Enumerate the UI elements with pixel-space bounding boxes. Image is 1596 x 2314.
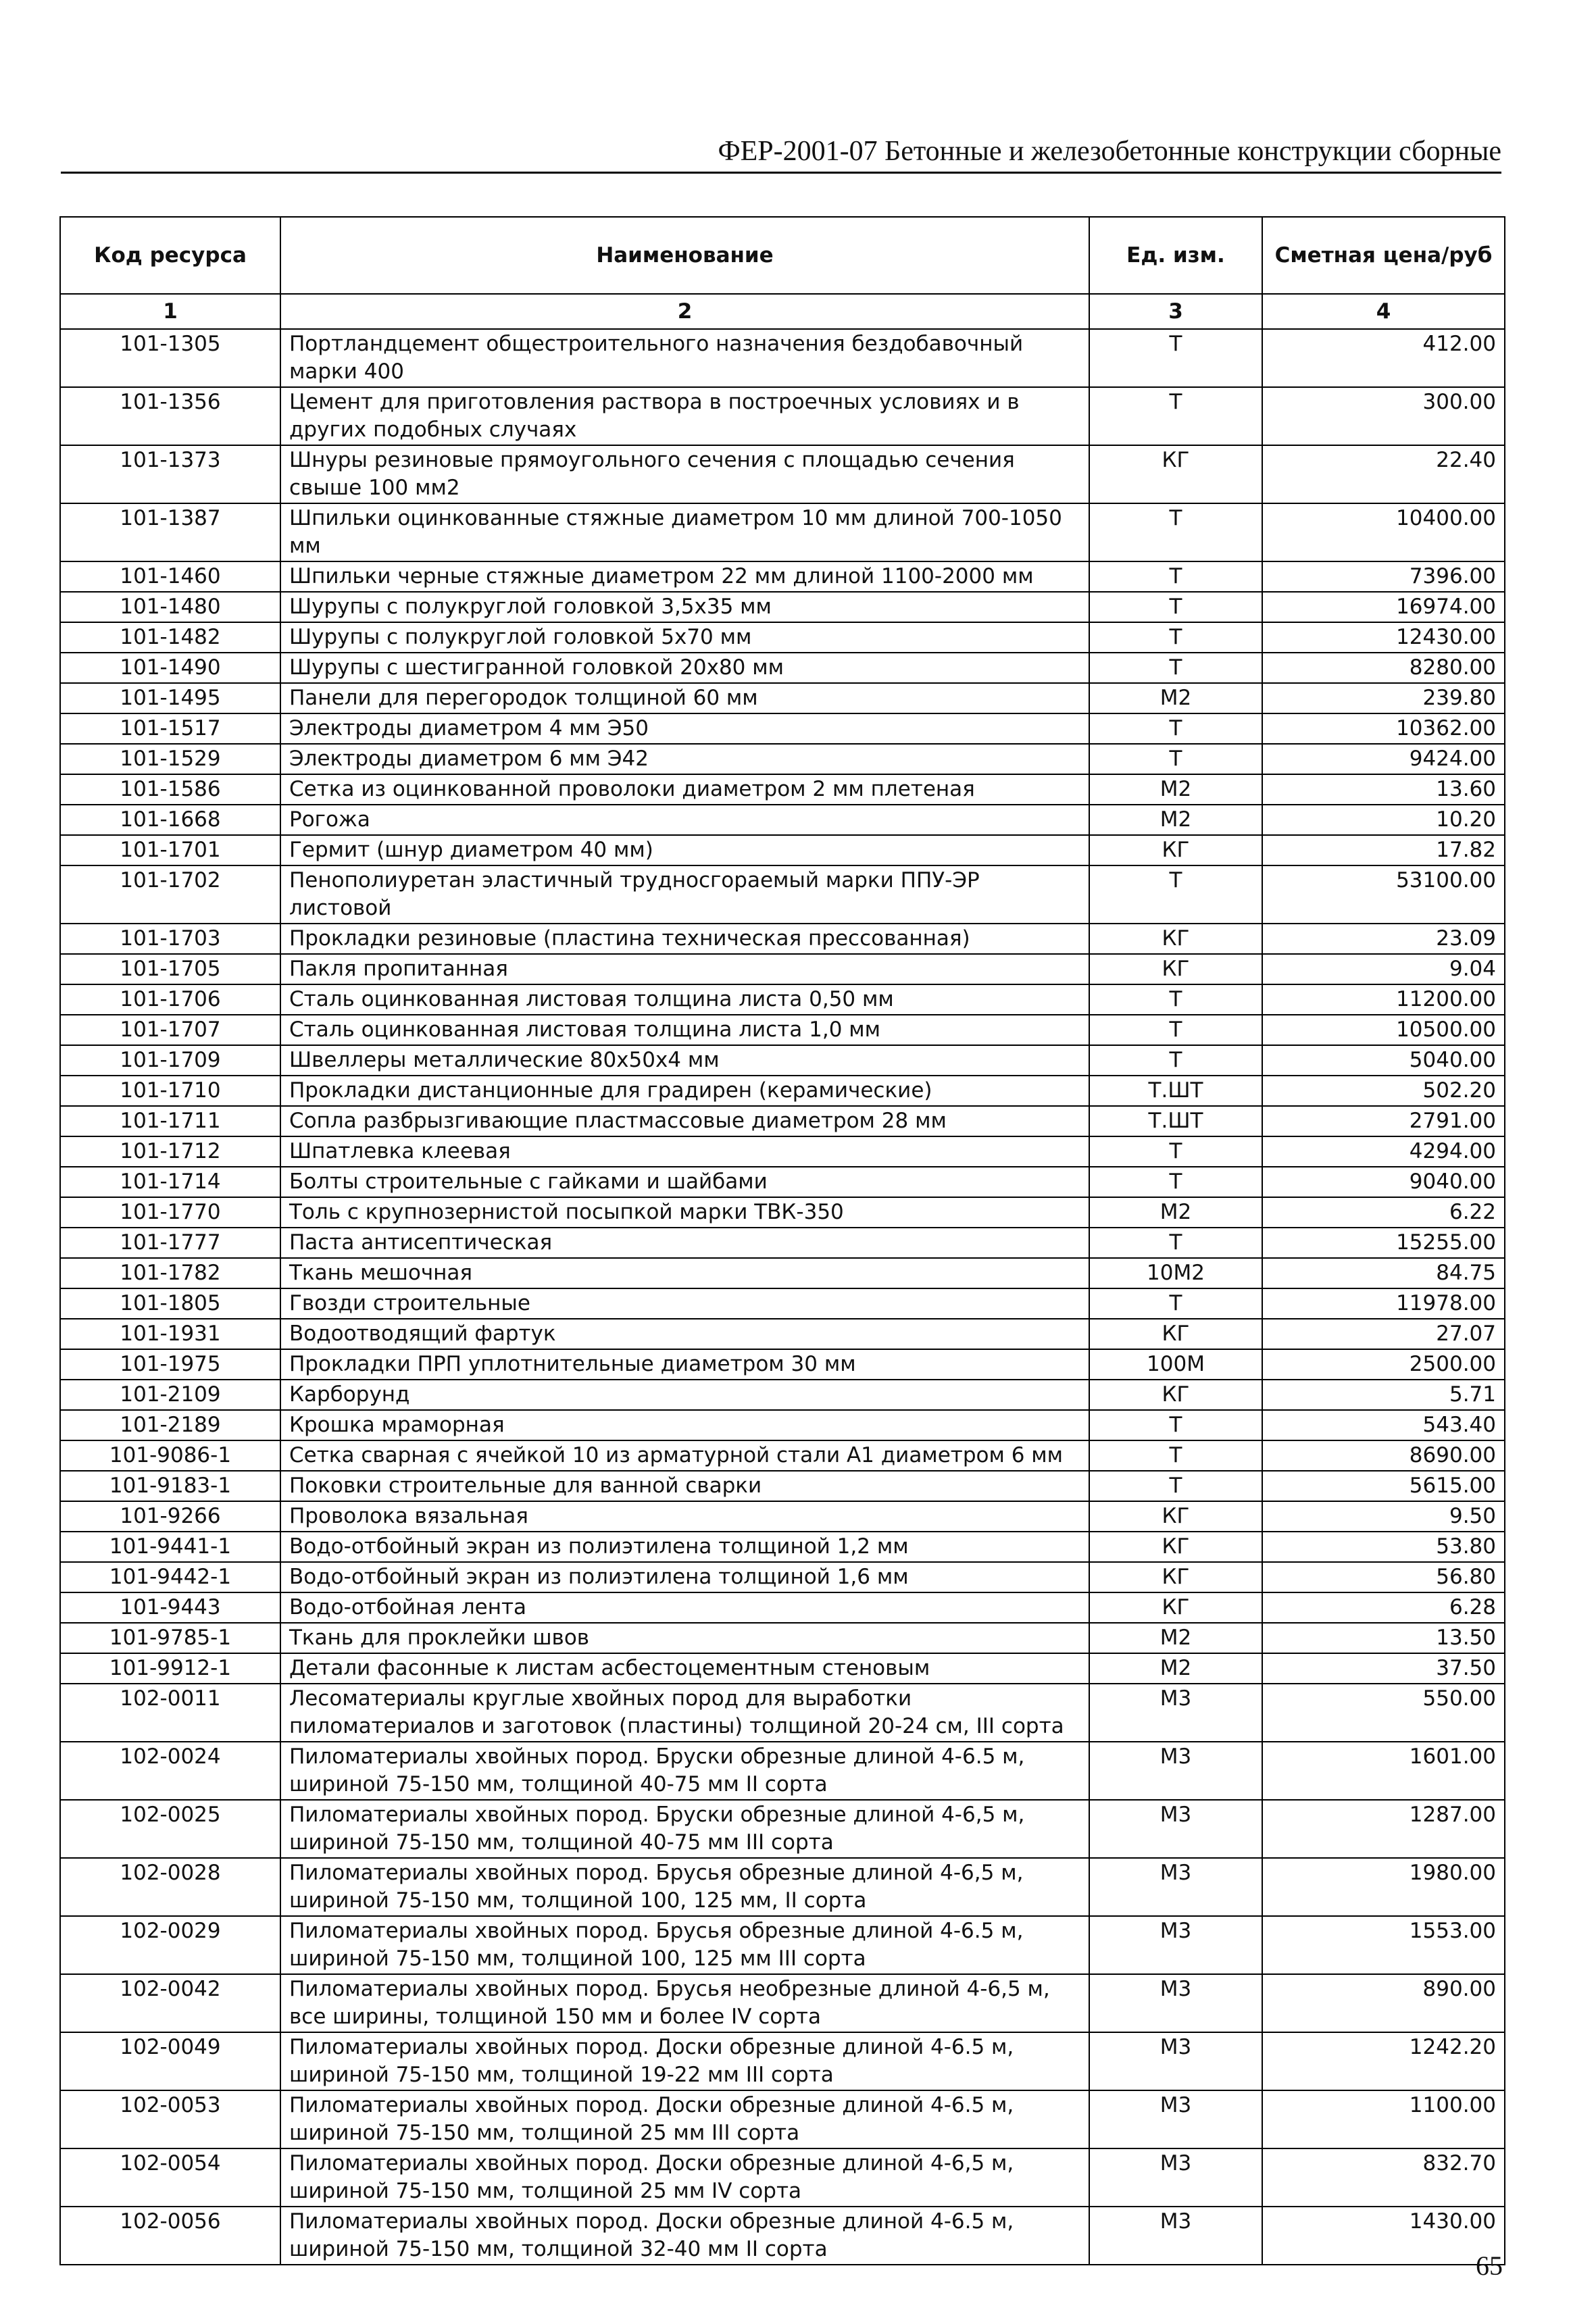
resource-code: 101-1482 [60, 622, 280, 653]
estimated-price: 11200.00 [1262, 984, 1505, 1015]
unit-of-measure: Т [1089, 1471, 1262, 1501]
table-row [60, 1288, 1505, 1319]
unit-of-measure: Т [1089, 1288, 1262, 1319]
resource-code: 102-0049 [60, 2032, 280, 2090]
table-row [60, 1742, 1505, 1800]
estimated-price: 5615.00 [1262, 1471, 1505, 1501]
unit-of-measure: М2 [1089, 1623, 1262, 1653]
column-number: 1 [60, 294, 280, 329]
unit-of-measure: Т [1089, 1410, 1262, 1440]
resource-name: Водо-отбойная лента [280, 1592, 1089, 1623]
resource-code: 101-1705 [60, 954, 280, 984]
resource-code: 102-0054 [60, 2148, 280, 2207]
table-row [60, 2032, 1505, 2090]
resource-code: 102-0056 [60, 2207, 280, 2265]
unit-of-measure: Т [1089, 653, 1262, 683]
resource-name: Сталь оцинкованная листовая толщина листа 1,0 мм [280, 1015, 1089, 1045]
estimated-price: 16974.00 [1262, 592, 1505, 622]
estimated-price: 84.75 [1262, 1258, 1505, 1288]
table-row [60, 1440, 1505, 1471]
unit-of-measure: КГ [1089, 924, 1262, 954]
resource-code: 101-1710 [60, 1076, 280, 1106]
resource-code: 101-1586 [60, 774, 280, 805]
column-number: 2 [280, 294, 1089, 329]
estimated-price: 1287.00 [1262, 1800, 1505, 1858]
unit-of-measure: М3 [1089, 1800, 1262, 1858]
unit-of-measure: 10М2 [1089, 1258, 1262, 1288]
table-row [60, 1800, 1505, 1858]
resource-code: 101-9266 [60, 1501, 280, 1532]
table-row [60, 329, 1505, 387]
table-row [60, 1532, 1505, 1562]
estimated-price: 10.20 [1262, 805, 1505, 835]
unit-of-measure: М3 [1089, 1858, 1262, 1916]
table-row [60, 805, 1505, 835]
resource-name: Пиломатериалы хвойных пород. Бруски обрезные длиной 4-6.5 м, шириной 75-150 мм, толщиной 40-75 мм II сорта [280, 1742, 1089, 1800]
table-row [60, 2207, 1505, 2265]
estimated-price: 7396.00 [1262, 561, 1505, 592]
table-row [60, 1471, 1505, 1501]
unit-of-measure: Т [1089, 1228, 1262, 1258]
estimated-price: 8690.00 [1262, 1440, 1505, 1471]
estimated-price: 2791.00 [1262, 1106, 1505, 1136]
resource-name: Водоотводящий фартук [280, 1319, 1089, 1349]
estimated-price: 11978.00 [1262, 1288, 1505, 1319]
resource-code: 101-1387 [60, 503, 280, 561]
unit-of-measure: КГ [1089, 1501, 1262, 1532]
resource-code: 101-1460 [60, 561, 280, 592]
estimated-price: 12430.00 [1262, 622, 1505, 653]
estimated-price: 239.80 [1262, 683, 1505, 713]
estimated-price: 4294.00 [1262, 1136, 1505, 1167]
resource-code: 101-1490 [60, 653, 280, 683]
table-row [60, 774, 1505, 805]
unit-of-measure: Т.ШТ [1089, 1076, 1262, 1106]
resource-name: Крошка мраморная [280, 1410, 1089, 1440]
resource-name: Ткань для проклейки швов [280, 1623, 1089, 1653]
table-header-row [60, 217, 1505, 294]
resource-name: Шурупы с шестигранной головкой 20х80 мм [280, 653, 1089, 683]
resource-name: Рогожа [280, 805, 1089, 835]
resource-code: 101-2189 [60, 1410, 280, 1440]
table-row [60, 744, 1505, 774]
resource-name: Прокладки ПРП уплотнительные диаметром 30 мм [280, 1349, 1089, 1380]
estimated-price: 1242.20 [1262, 2032, 1505, 2090]
estimated-price: 53100.00 [1262, 865, 1505, 924]
table-row [60, 683, 1505, 713]
resource-name: Портландцемент общестроительного назначения бездобавочный марки 400 [280, 329, 1089, 387]
unit-of-measure: М3 [1089, 1684, 1262, 1742]
estimated-price: 890.00 [1262, 1974, 1505, 2032]
unit-of-measure: Т [1089, 592, 1262, 622]
unit-of-measure: М3 [1089, 2207, 1262, 2265]
resource-name: Водо-отбойный экран из полиэтилена толщиной 1,2 мм [280, 1532, 1089, 1562]
unit-of-measure: Т [1089, 1045, 1262, 1076]
resource-name: Гвозди строительные [280, 1288, 1089, 1319]
estimated-price: 9.04 [1262, 954, 1505, 984]
table-row [60, 2090, 1505, 2148]
resource-name: Пакля пропитанная [280, 954, 1089, 984]
page-number: 65 [1476, 2250, 1503, 2281]
resource-name: Швеллеры металлические 80х50х4 мм [280, 1045, 1089, 1076]
estimated-price: 5.71 [1262, 1380, 1505, 1410]
unit-of-measure: М3 [1089, 2090, 1262, 2148]
resource-name: Электроды диаметром 4 мм Э50 [280, 713, 1089, 744]
resource-name: Пиломатериалы хвойных пород. Брусья обрезные длиной 4-6.5 м, шириной 75-150 мм, толщиной 100, 125 мм III сорта [280, 1916, 1089, 1974]
resource-code: 101-1709 [60, 1045, 280, 1076]
resource-code: 101-1517 [60, 713, 280, 744]
resource-code: 102-0029 [60, 1916, 280, 1974]
estimated-price: 10500.00 [1262, 1015, 1505, 1045]
estimated-price: 1980.00 [1262, 1858, 1505, 1916]
resource-name: Пенополиуретан эластичный трудносгораемый марки ППУ-ЭР листовой [280, 865, 1089, 924]
table-row [60, 1167, 1505, 1197]
estimated-price: 13.50 [1262, 1623, 1505, 1653]
resource-name: Сетка из оцинкованной проволоки диаметром 2 мм плетеная [280, 774, 1089, 805]
table-row [60, 1319, 1505, 1349]
table-row [60, 1076, 1505, 1106]
table-row [60, 1410, 1505, 1440]
table-row [60, 1684, 1505, 1742]
table-row [60, 1015, 1505, 1045]
estimated-price: 6.28 [1262, 1592, 1505, 1623]
unit-of-measure: КГ [1089, 1592, 1262, 1623]
estimated-price: 502.20 [1262, 1076, 1505, 1106]
estimated-price: 53.80 [1262, 1532, 1505, 1562]
estimated-price: 23.09 [1262, 924, 1505, 954]
estimated-price: 412.00 [1262, 329, 1505, 387]
column-header-price: Сметная цена/руб [1262, 217, 1505, 294]
estimated-price: 543.40 [1262, 1410, 1505, 1440]
column-header-unit: Ед. изм. [1089, 217, 1262, 294]
resource-code: 102-0024 [60, 1742, 280, 1800]
unit-of-measure: М3 [1089, 2032, 1262, 2090]
estimated-price: 1601.00 [1262, 1742, 1505, 1800]
unit-of-measure: 100М [1089, 1349, 1262, 1380]
estimated-price: 17.82 [1262, 835, 1505, 865]
resource-name: Пиломатериалы хвойных пород. Доски обрезные длиной 4-6.5 м, шириной 75-150 мм, толщиной 19-22 мм III сорта [280, 2032, 1089, 2090]
unit-of-measure: М2 [1089, 1653, 1262, 1684]
resource-code: 101-9183-1 [60, 1471, 280, 1501]
unit-of-measure: КГ [1089, 1562, 1262, 1592]
resource-name: Прокладки дистанционные для градирен (керамические) [280, 1076, 1089, 1106]
resource-code: 101-9441-1 [60, 1532, 280, 1562]
resource-name: Шурупы с полукруглой головкой 3,5х35 мм [280, 592, 1089, 622]
resource-name: Шпатлевка клеевая [280, 1136, 1089, 1167]
estimated-price: 15255.00 [1262, 1228, 1505, 1258]
unit-of-measure: М3 [1089, 2148, 1262, 2207]
resource-code: 101-1702 [60, 865, 280, 924]
resource-name: Пиломатериалы хвойных пород. Бруски обрезные длиной 4-6,5 м, шириной 75-150 мм, толщиной 40-75 мм III сорта [280, 1800, 1089, 1858]
unit-of-measure: КГ [1089, 1319, 1262, 1349]
resource-code: 101-1703 [60, 924, 280, 954]
resource-code: 102-0028 [60, 1858, 280, 1916]
table-row [60, 1623, 1505, 1653]
column-header-name: Наименование [280, 217, 1089, 294]
table-body [60, 329, 1505, 2265]
table-row [60, 1197, 1505, 1228]
table-row [60, 592, 1505, 622]
table-row [60, 1045, 1505, 1076]
resource-name: Поковки строительные для ванной сварки [280, 1471, 1089, 1501]
table-row [60, 1258, 1505, 1288]
unit-of-measure: Т [1089, 503, 1262, 561]
estimated-price: 22.40 [1262, 445, 1505, 503]
table-row [60, 387, 1505, 445]
estimated-price: 5040.00 [1262, 1045, 1505, 1076]
estimated-price: 1553.00 [1262, 1916, 1505, 1974]
resource-name: Сетка сварная с ячейкой 10 из арматурной стали А1 диаметром 6 мм [280, 1440, 1089, 1471]
estimated-price: 13.60 [1262, 774, 1505, 805]
unit-of-measure: КГ [1089, 445, 1262, 503]
column-number: 3 [1089, 294, 1262, 329]
table-row [60, 984, 1505, 1015]
table-row [60, 2148, 1505, 2207]
resource-code: 101-1770 [60, 1197, 280, 1228]
estimated-price: 9040.00 [1262, 1167, 1505, 1197]
resource-price-table [59, 216, 1505, 2265]
resource-name: Панели для перегородок толщиной 60 мм [280, 683, 1089, 713]
resource-name: Пиломатериалы хвойных пород. Брусья обрезные длиной 4-6,5 м, шириной 75-150 мм, толщиной 100, 125 мм, II сорта [280, 1858, 1089, 1916]
resource-code: 101-1495 [60, 683, 280, 713]
table-row [60, 1562, 1505, 1592]
table-row [60, 1136, 1505, 1167]
unit-of-measure: М2 [1089, 805, 1262, 835]
estimated-price: 9424.00 [1262, 744, 1505, 774]
resource-name: Толь с крупнозернистой посыпкой марки ТВК-350 [280, 1197, 1089, 1228]
resource-code: 101-9442-1 [60, 1562, 280, 1592]
resource-code: 101-1975 [60, 1349, 280, 1380]
unit-of-measure: КГ [1089, 1532, 1262, 1562]
table-row [60, 1592, 1505, 1623]
unit-of-measure: М3 [1089, 1974, 1262, 2032]
resource-name: Прокладки резиновые (пластина техническая прессованная) [280, 924, 1089, 954]
resource-name: Шпильки черные стяжные диаметром 22 мм длиной 1100-2000 мм [280, 561, 1089, 592]
estimated-price: 300.00 [1262, 387, 1505, 445]
resource-code: 101-9443 [60, 1592, 280, 1623]
resource-name: Ткань мешочная [280, 1258, 1089, 1288]
resource-code: 101-1373 [60, 445, 280, 503]
table-row [60, 835, 1505, 865]
resource-code: 101-9785-1 [60, 1623, 280, 1653]
resource-name: Лесоматериалы круглые хвойных пород для выработки пиломатериалов и заготовок (пластины) толщиной 20-24 см, III сорта [280, 1684, 1089, 1742]
table-row [60, 1916, 1505, 1974]
unit-of-measure: КГ [1089, 954, 1262, 984]
unit-of-measure: Т [1089, 1440, 1262, 1471]
unit-of-measure: М2 [1089, 774, 1262, 805]
unit-of-measure: Т [1089, 1015, 1262, 1045]
resource-name: Проволока вязальная [280, 1501, 1089, 1532]
resource-code: 101-1714 [60, 1167, 280, 1197]
table-row [60, 653, 1505, 683]
estimated-price: 2500.00 [1262, 1349, 1505, 1380]
table-row [60, 1380, 1505, 1410]
unit-of-measure: Т [1089, 865, 1262, 924]
resource-name: Пиломатериалы хвойных пород. Брусья необрезные длиной 4-6,5 м, все ширины, толщиной 150 мм и более IV сорта [280, 1974, 1089, 2032]
table-row [60, 561, 1505, 592]
resource-code: 101-1701 [60, 835, 280, 865]
resource-code: 101-9912-1 [60, 1653, 280, 1684]
resource-name: Сталь оцинкованная листовая толщина листа 0,50 мм [280, 984, 1089, 1015]
estimated-price: 37.50 [1262, 1653, 1505, 1684]
resource-name: Паста антисептическая [280, 1228, 1089, 1258]
estimated-price: 832.70 [1262, 2148, 1505, 2207]
resource-code: 102-0011 [60, 1684, 280, 1742]
resource-code: 101-1707 [60, 1015, 280, 1045]
table-row [60, 445, 1505, 503]
unit-of-measure: Т [1089, 1167, 1262, 1197]
resource-name: Пиломатериалы хвойных пород. Доски обрезные длиной 4-6,5 м, шириной 75-150 мм, толщиной 25 мм IV сорта [280, 2148, 1089, 2207]
resource-name: Водо-отбойный экран из полиэтилена толщиной 1,6 мм [280, 1562, 1089, 1592]
unit-of-measure: Т [1089, 622, 1262, 653]
column-number: 4 [1262, 294, 1505, 329]
resource-code: 102-0053 [60, 2090, 280, 2148]
document-title: ФЕР-2001-07 Бетонные и железобетонные конструкции сборные [718, 136, 1501, 167]
resource-code: 101-1805 [60, 1288, 280, 1319]
resource-name: Болты строительные с гайками и шайбами [280, 1167, 1089, 1197]
table-row [60, 1106, 1505, 1136]
unit-of-measure: М2 [1089, 683, 1262, 713]
table-row [60, 924, 1505, 954]
resource-name: Цемент для приготовления раствора в построечных условиях и в других подобных случаях [280, 387, 1089, 445]
resource-name: Пиломатериалы хвойных пород. Доски обрезные длиной 4-6.5 м, шириной 75-150 мм, толщиной 25 мм III сорта [280, 2090, 1089, 2148]
resource-name: Шнуры резиновые прямоугольного сечения с площадью сечения свыше 100 мм2 [280, 445, 1089, 503]
resource-code: 101-1712 [60, 1136, 280, 1167]
resource-name: Гермит (шнур диаметром 40 мм) [280, 835, 1089, 865]
estimated-price: 1100.00 [1262, 2090, 1505, 2148]
estimated-price: 9.50 [1262, 1501, 1505, 1532]
table-row [60, 1349, 1505, 1380]
unit-of-measure: КГ [1089, 1380, 1262, 1410]
resource-code: 101-1305 [60, 329, 280, 387]
unit-of-measure: Т.ШТ [1089, 1106, 1262, 1136]
estimated-price: 550.00 [1262, 1684, 1505, 1742]
resource-code: 101-2109 [60, 1380, 280, 1410]
resource-code: 102-0042 [60, 1974, 280, 2032]
unit-of-measure: Т [1089, 561, 1262, 592]
estimated-price: 10400.00 [1262, 503, 1505, 561]
resource-code: 101-1711 [60, 1106, 280, 1136]
resource-code: 101-1529 [60, 744, 280, 774]
estimated-price: 8280.00 [1262, 653, 1505, 683]
unit-of-measure: Т [1089, 387, 1262, 445]
resource-code: 101-1356 [60, 387, 280, 445]
estimated-price: 1430.00 [1262, 2207, 1505, 2265]
resource-name: Пиломатериалы хвойных пород. Доски обрезные длиной 4-6.5 м, шириной 75-150 мм, толщиной 32-40 мм II сорта [280, 2207, 1089, 2265]
unit-of-measure: Т [1089, 713, 1262, 744]
unit-of-measure: КГ [1089, 835, 1262, 865]
estimated-price: 27.07 [1262, 1319, 1505, 1349]
estimated-price: 10362.00 [1262, 713, 1505, 744]
resource-name: Карборунд [280, 1380, 1089, 1410]
table-row [60, 503, 1505, 561]
estimated-price: 56.80 [1262, 1562, 1505, 1592]
resource-name: Электроды диаметром 6 мм Э42 [280, 744, 1089, 774]
estimated-price: 6.22 [1262, 1197, 1505, 1228]
unit-of-measure: М2 [1089, 1197, 1262, 1228]
column-number-row [60, 294, 1505, 329]
resource-name: Шпильки оцинкованные стяжные диаметром 10 мм длиной 700-1050 мм [280, 503, 1089, 561]
resource-code: 101-1777 [60, 1228, 280, 1258]
table-row [60, 865, 1505, 924]
resource-code: 101-9086-1 [60, 1440, 280, 1471]
resource-name: Детали фасонные к листам асбестоцементным стеновым [280, 1653, 1089, 1684]
table-row [60, 1858, 1505, 1916]
table-row [60, 1501, 1505, 1532]
unit-of-measure: Т [1089, 329, 1262, 387]
unit-of-measure: М3 [1089, 1916, 1262, 1974]
unit-of-measure: Т [1089, 984, 1262, 1015]
resource-code: 101-1480 [60, 592, 280, 622]
table-row [60, 1653, 1505, 1684]
page-header [61, 135, 1501, 174]
resource-name: Шурупы с полукруглой головкой 5х70 мм [280, 622, 1089, 653]
table-row [60, 1228, 1505, 1258]
resource-code: 101-1706 [60, 984, 280, 1015]
resource-code: 101-1668 [60, 805, 280, 835]
unit-of-measure: Т [1089, 744, 1262, 774]
resource-name: Сопла разбрызгивающие пластмассовые диаметром 28 мм [280, 1106, 1089, 1136]
table-row [60, 954, 1505, 984]
unit-of-measure: Т [1089, 1136, 1262, 1167]
resource-code: 101-1782 [60, 1258, 280, 1288]
table-row [60, 713, 1505, 744]
table-row [60, 622, 1505, 653]
column-header-code: Код ресурса [60, 217, 280, 294]
resource-code: 101-1931 [60, 1319, 280, 1349]
resource-code: 102-0025 [60, 1800, 280, 1858]
unit-of-measure: М3 [1089, 1742, 1262, 1800]
table-row [60, 1974, 1505, 2032]
